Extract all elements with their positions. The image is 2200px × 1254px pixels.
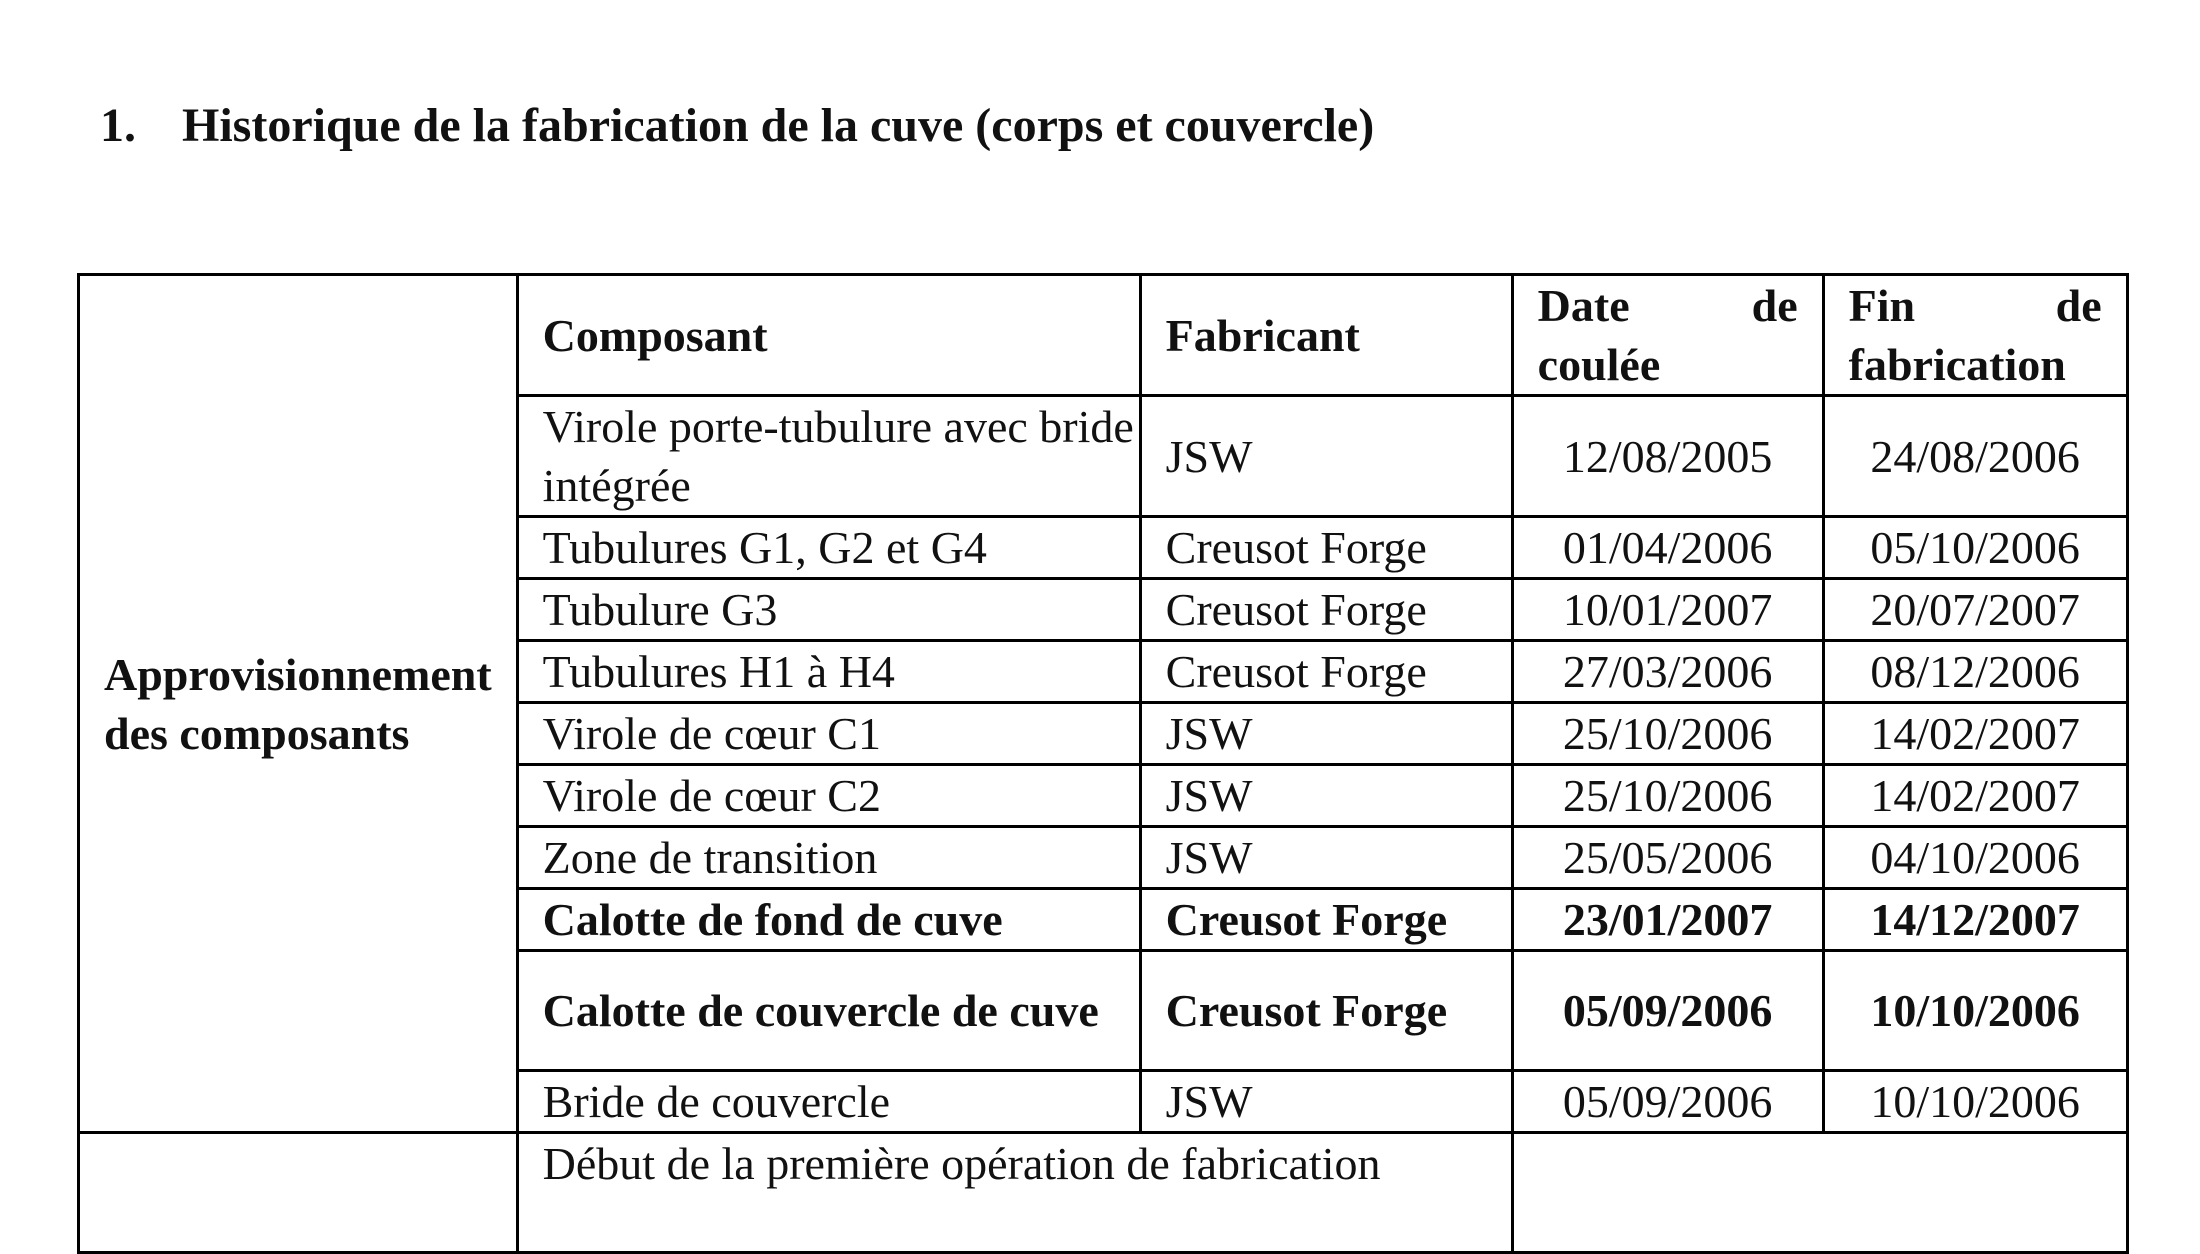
fabrication-table [77,273,2129,1254]
cell-fin-fabrication: 08/12/2006 [1823,641,2127,703]
cell-composant: Virole de cœur C1 [517,703,1140,765]
section-label-cell: Approvisionnement des composants [79,275,518,1133]
cell-fabricant: JSW [1140,396,1512,517]
cell-fin-fabrication: 24/08/2006 [1823,396,2127,517]
cell-fabricant: Creusot Forge [1140,579,1512,641]
cell-fabricant: Creusot Forge [1140,641,1512,703]
cell-composant: Virole porte-tubulure avec bride intégrée [517,396,1140,517]
cell-date-coulee: 25/05/2006 [1512,827,1823,889]
cell-fin-fabrication: 10/10/2006 [1823,951,2127,1071]
cell-composant: Bride de couvercle [517,1071,1140,1133]
cell-date-coulee: 01/04/2006 [1512,517,1823,579]
section-heading [100,92,1374,160]
cell-composant: Tubulure G3 [517,579,1140,641]
section-number: 1. [100,99,136,152]
cell-composant: Virole de cœur C2 [517,765,1140,827]
cell-fabricant: JSW [1140,827,1512,889]
cell-fabricant: Creusot Forge [1140,889,1512,951]
cell-date-coulee: 05/09/2006 [1512,951,1823,1071]
header-fin-fabrication: Fin de fabrication [1823,275,2127,396]
cell-date-coulee: 23/01/2007 [1512,889,1823,951]
cell-fabricant: JSW [1140,765,1512,827]
cell-fabricant: JSW [1140,703,1512,765]
section-title: Historique de la fabrication de la cuve (corps et couvercle) [182,99,1375,152]
table-row-partial [79,1133,2128,1253]
cell-empty [1512,1133,2127,1253]
cell-composant: Tubulures G1, G2 et G4 [517,517,1140,579]
cell-composant: Calotte de couvercle de cuve [517,951,1140,1071]
cell-composant: Zone de transition [517,827,1140,889]
cell-fin-fabrication: 20/07/2007 [1823,579,2127,641]
cell-date-coulee: 27/03/2006 [1512,641,1823,703]
cell-date-coulee: 05/09/2006 [1512,1071,1823,1133]
cell-fabricant: Creusot Forge [1140,517,1512,579]
cell-date-coulee: 25/10/2006 [1512,703,1823,765]
cell-operation: Début de la première opération de fabrication [517,1133,1512,1253]
cell-fin-fabrication: 14/02/2007 [1823,765,2127,827]
cell-composant: Calotte de fond de cuve [517,889,1140,951]
cell-fabricant: Creusot Forge [1140,951,1512,1071]
header-row [79,275,2128,396]
header-date-coulee: Date de coulée [1512,275,1823,396]
cell-empty [79,1133,518,1253]
header-fabricant: Fabricant [1140,275,1512,396]
cell-date-coulee: 10/01/2007 [1512,579,1823,641]
cell-fin-fabrication: 04/10/2006 [1823,827,2127,889]
cell-fin-fabrication: 05/10/2006 [1823,517,2127,579]
header-composant: Composant [517,275,1140,396]
cell-fin-fabrication: 14/02/2007 [1823,703,2127,765]
cell-date-coulee: 12/08/2005 [1512,396,1823,517]
cell-composant: Tubulures H1 à H4 [517,641,1140,703]
cell-fin-fabrication: 10/10/2006 [1823,1071,2127,1133]
cell-fabricant: JSW [1140,1071,1512,1133]
cell-fin-fabrication: 14/12/2007 [1823,889,2127,951]
cell-date-coulee: 25/10/2006 [1512,765,1823,827]
